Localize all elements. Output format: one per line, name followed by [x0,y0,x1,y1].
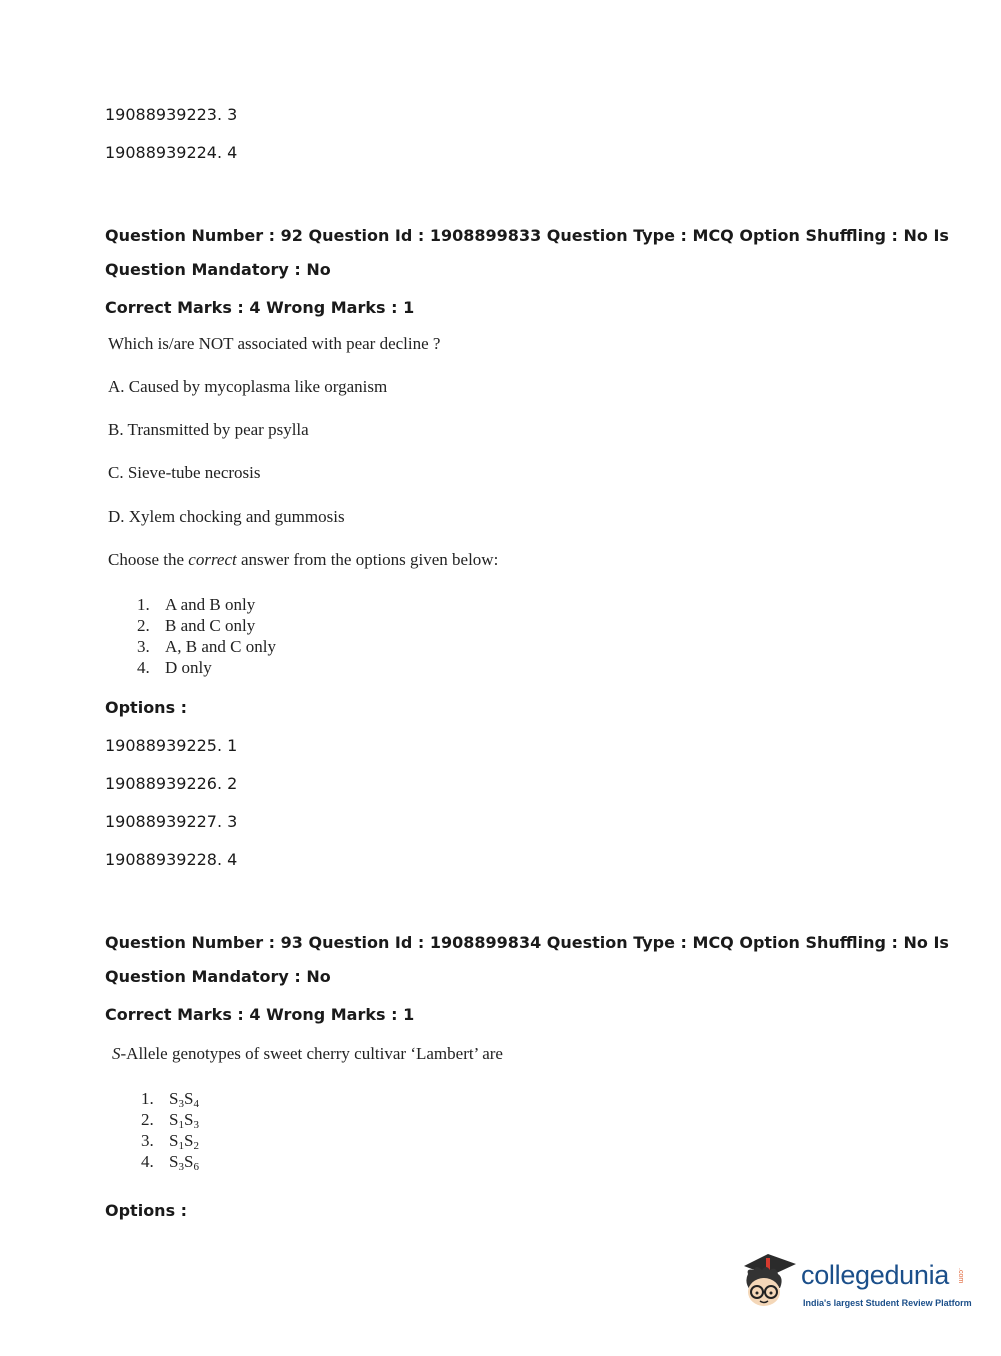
question-header: Question Number : 93 Question Id : 1908899834 Question Type : MCQ Option Shuffling : No Is [105,933,949,952]
answer-item: 4. D only [137,658,212,677]
statement: D. Xylem chocking and gummosis [108,507,345,526]
question-header-cont: Question Mandatory : No [105,260,331,279]
collegedunia-logo [740,1248,970,1320]
statement: B. Transmitted by pear psylla [108,420,309,439]
options-label: Options : [105,1201,188,1220]
marks-line: Correct Marks : 4 Wrong Marks : 1 [105,1005,415,1024]
instruction-part: Choose the [108,550,189,569]
instruction-part: answer from the options given below: [236,550,499,569]
answer-item: 3. A, B and C only [137,637,276,656]
answer-item: 4. $S_3S_6$ [141,1152,199,1173]
answer-list [141,1088,199,1172]
logo-tagline: India's largest Student Review Platform [803,1298,972,1308]
mascot-icon [740,1248,802,1320]
answer-item: 2. $S_1S_3$ [141,1110,199,1131]
question-text [112,1044,503,1064]
option-line: 19088939228. 4 [105,850,238,869]
marks-line: Correct Marks : 4 Wrong Marks : 1 [105,298,415,317]
options-label: Options : [105,698,188,717]
answer-item: 1. A and B only [137,595,256,614]
answer-list [137,594,276,678]
option-line: 19088939223. 3 [105,105,238,124]
instruction-emphasis: correct [188,550,237,569]
logo-wordmark: collegedunia [801,1260,950,1290]
statement: A. Caused by mycoplasma like organism [108,377,388,396]
answer-item: 1. $S_3S_4$ [141,1089,199,1110]
statement: C. Sieve-tube necrosis [108,463,261,482]
option-line: 19088939224. 4 [105,143,238,162]
option-line: 19088939225. 1 [105,736,238,755]
question-italic: S [112,1044,121,1063]
answer-item: 3. $S_1S_2$ [141,1131,199,1152]
answer-item: 2. B and C only [137,616,256,635]
question-header-cont: Question Mandatory : No [105,967,331,986]
option-line: 19088939226. 2 [105,774,238,793]
question-rest: -Allele genotypes of sweet cherry cultivar ‘Lambert’ are [120,1044,503,1063]
question-header: Question Number : 92 Question Id : 1908899833 Question Type : MCQ Option Shuffling : No Is [105,226,949,245]
instruction [108,550,498,570]
question-text: Which is/are NOT associated with pear decline ? [108,334,441,353]
option-line: 19088939227. 3 [105,812,238,831]
logo-suffix: .com [957,1268,964,1284]
